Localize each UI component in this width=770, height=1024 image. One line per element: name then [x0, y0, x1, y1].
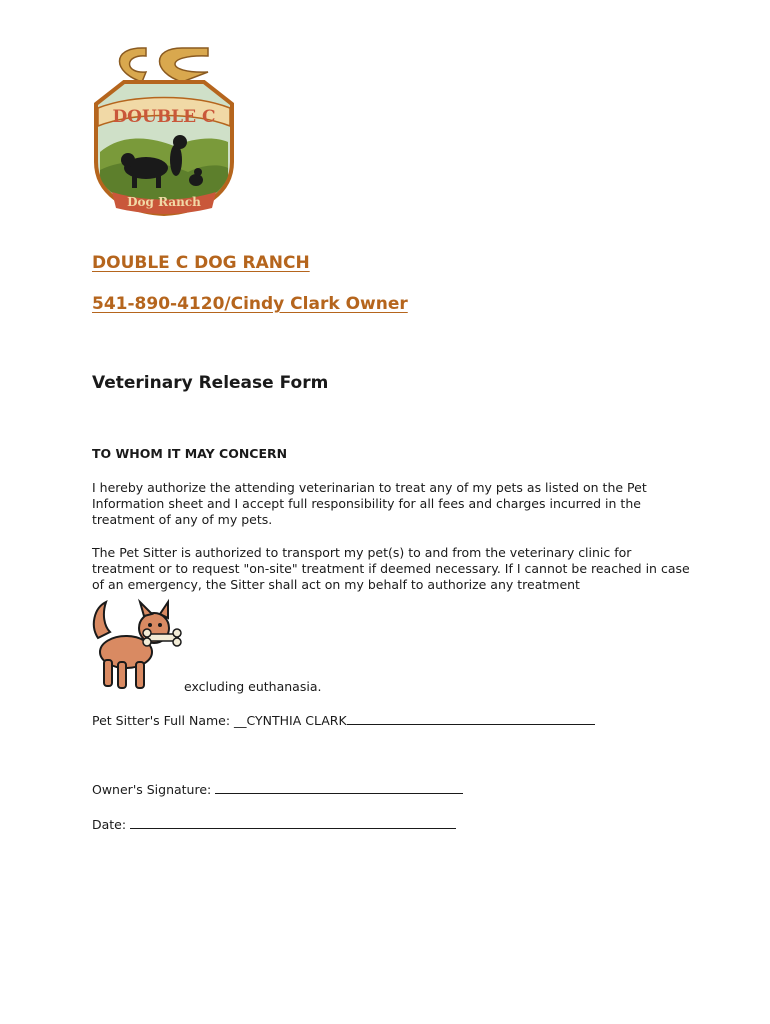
- owner-signature-line[interactable]: [215, 780, 463, 794]
- logo-top-text: DOUBLE C: [112, 107, 216, 127]
- double-c-emblem: [120, 48, 147, 82]
- date-line[interactable]: [130, 815, 456, 829]
- owner-signature-field[interactable]: [92, 780, 463, 797]
- authorization-paragraph: I hereby authorize the attending veterinarian to treat any of my pets as listed on the Pet Information sheet and I accept full responsibility for all fees and charges incurred in the treatment of any of my pets.: [92, 480, 647, 527]
- pet-sitter-name-field[interactable]: [92, 711, 595, 728]
- business-name-heading[interactable]: DOUBLE C DOG RANCH: [92, 253, 310, 273]
- dog-with-bone-icon: [88, 598, 184, 694]
- pet-sitter-label: Pet Sitter's Full Name:: [92, 713, 235, 728]
- owner-signature-label: Owner's Signature:: [92, 782, 216, 797]
- contact-heading[interactable]: 541-890-4120/Cindy Clark Owner: [92, 294, 408, 314]
- exclusion-text: excluding euthanasia.: [184, 679, 322, 694]
- pet-sitter-underline[interactable]: [347, 711, 595, 725]
- logo-bottom-text: Dog Ranch: [127, 195, 201, 209]
- date-field[interactable]: [92, 815, 456, 832]
- pet-sitter-value[interactable]: __CYNTHIA CLARK: [234, 713, 347, 728]
- double-c-dog-ranch-logo: [84, 42, 244, 218]
- date-label: Date:: [92, 817, 131, 832]
- form-title: Veterinary Release Form: [92, 373, 329, 393]
- transport-paragraph: The Pet Sitter is authorized to transport my pet(s) to and from the veterinary clinic for treatment or to request "on-site" treatment if deemed necessary. If I cannot be reached in case of an emergency, the Sitter shall act on my behalf to authorize any treatment: [92, 545, 690, 592]
- salutation: TO WHOM IT MAY CONCERN: [92, 446, 288, 461]
